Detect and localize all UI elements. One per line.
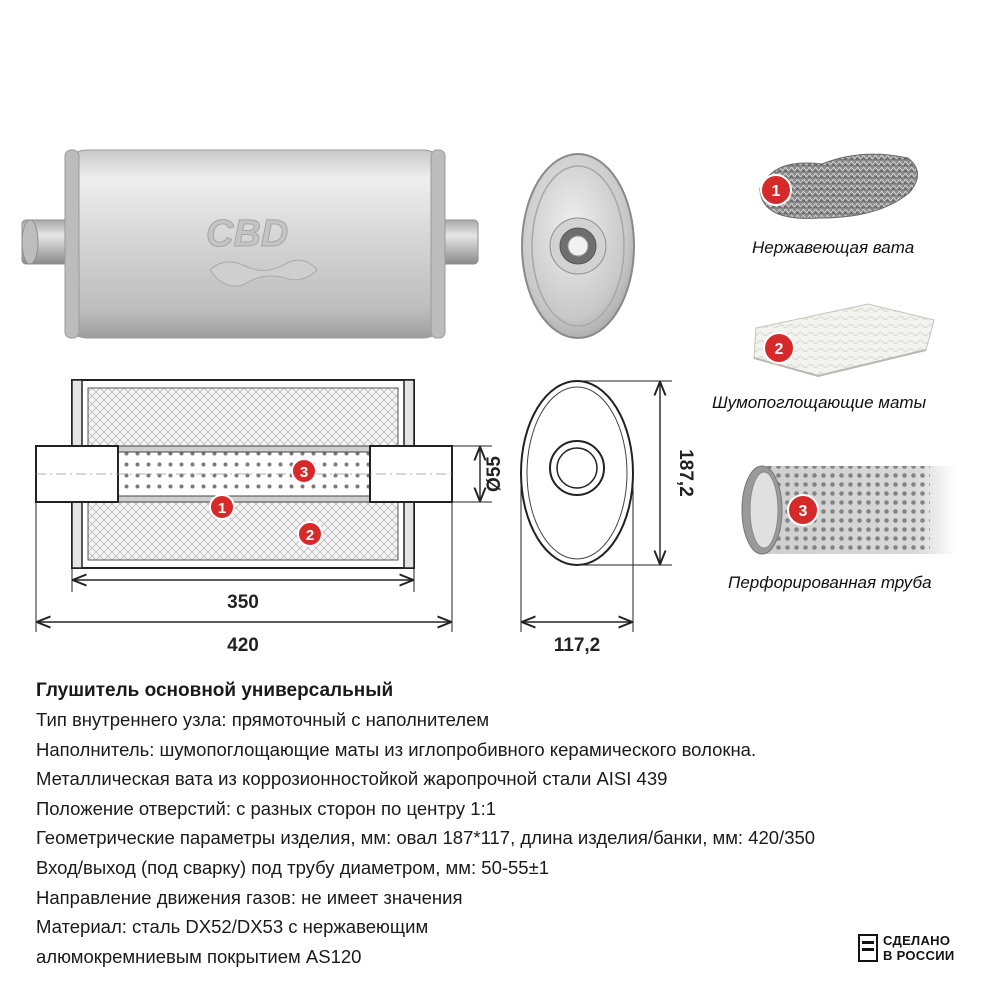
spec-line: Металлическая вата из коррозионностойкой жаропрочной стали AISI 439 bbox=[36, 768, 668, 790]
spec-line: Вход/выход (под сварку) под трубу диаметром, мм: 50-55±1 bbox=[36, 856, 550, 878]
made-in-russia-badge bbox=[858, 930, 968, 968]
svg-text:2: 2 bbox=[305, 527, 315, 544]
spec-line: Наполнитель: шумопоглощающие маты из иглопробивного керамического волокна. bbox=[36, 738, 757, 760]
spec-line: Тип внутреннего узла: прямоточный с наполнителем bbox=[36, 709, 490, 730]
russia-mark-icon bbox=[858, 934, 878, 962]
badge-line-2: В РОССИИ bbox=[883, 948, 955, 963]
dimension-total-length: 420 bbox=[227, 635, 259, 656]
section-marker-1 bbox=[210, 495, 234, 519]
material-caption-perforated-pipe: Перфорированная труба bbox=[728, 573, 932, 592]
muffler-side-photo bbox=[20, 140, 500, 350]
spec-block bbox=[36, 676, 976, 971]
svg-text:1: 1 bbox=[771, 183, 781, 200]
dimension-oval-width: 117,2 bbox=[553, 635, 601, 656]
material-caption-sound-mats: Шумопоглощающие маты bbox=[712, 393, 927, 412]
section-marker-3 bbox=[292, 459, 316, 483]
muffler-end-photo bbox=[520, 150, 640, 345]
material-caption-steel-wool: Нержавеющая вата bbox=[752, 238, 915, 257]
spec-line: Положение отверстий: с разных сторон по центру 1:1 bbox=[36, 797, 497, 819]
svg-text:2: 2 bbox=[774, 341, 784, 358]
material-marker-2 bbox=[761, 330, 797, 366]
svg-text:3: 3 bbox=[798, 503, 808, 520]
cbd-logo: CBD bbox=[206, 213, 289, 255]
dimension-can-length: 350 bbox=[227, 592, 259, 613]
dimension-oval-height: 187,2 bbox=[675, 449, 696, 497]
svg-text:1: 1 bbox=[217, 500, 227, 517]
material-marker-1 bbox=[758, 172, 794, 208]
technical-drawing bbox=[0, 360, 700, 670]
section-marker-2 bbox=[298, 522, 322, 546]
spec-line: Геометрические параметры изделия, мм: овал 187*117, длина изделия/банки, мм: 420/350 bbox=[36, 827, 816, 849]
perforated-pipe-image bbox=[738, 462, 958, 558]
material-marker-3 bbox=[785, 492, 821, 528]
spec-title: Глушитель основной универсальный bbox=[36, 680, 394, 701]
badge-line-1: СДЕЛАНО bbox=[883, 933, 951, 948]
spec-line: Направление движения газов: не имеет значения bbox=[36, 886, 463, 908]
spec-line: Материал: сталь DX52/DX53 с нержавеющим bbox=[36, 916, 429, 938]
svg-text:3: 3 bbox=[299, 464, 309, 481]
spec-line: алюмокремниевым покрытием AS120 bbox=[36, 945, 362, 967]
dimension-pipe-diameter: Ø55 bbox=[484, 456, 505, 492]
